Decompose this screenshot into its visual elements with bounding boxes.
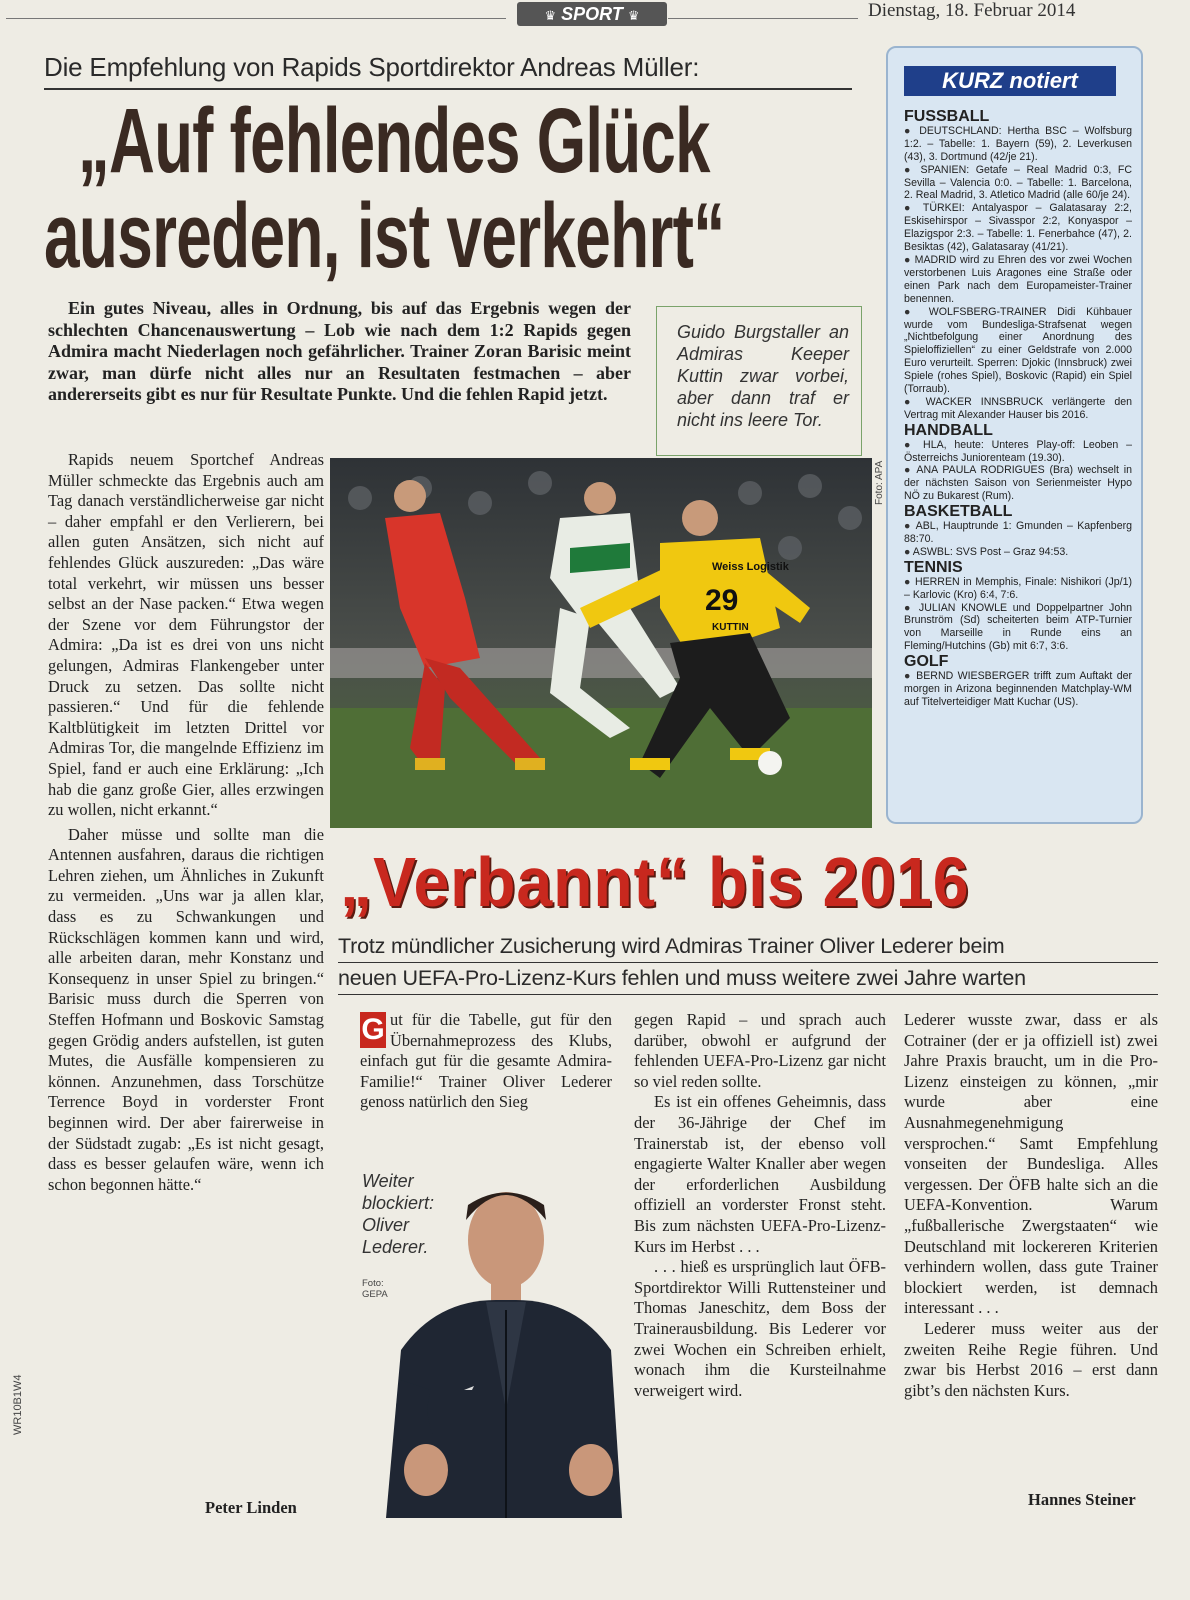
sidebar-section-heading: HANDBALL: [904, 421, 993, 439]
sidebar-item: [904, 202, 1132, 254]
sidebar-item-text: HERREN in Memphis, Finale: Nishikori (Jp/1) – Karlovic (Kro) 6:4, 7:6.: [904, 575, 1133, 601]
article1-paragraph-1: Rapids neuem Sportchef Andreas Müller schmeckte das Ergebnis auch am Tag danach verständlicherweise gar nicht – daher empfahl er den Verlierern, bei allen guten Ansätzen, sich nicht auf fehlendes Glück auszureden: „Das wäre total verkehrt, wir müssen uns besser selbst an der Nase packen.“ Etwa wegen der Szene vor dem Führungstor der Admira: „Da ist es drei von uns nicht gelungen, Admiras Flankengeber unter Druck zu setzen. Das sollte nicht passieren.“ Und für die fehlende Kaltblütigkeit im letzten Drittel vor Admiras Tor, die mangelnde Effizienz im Spiel, fand er auch eine Erklärung: „Ich hab die ganz große Gier, alles erzwingen zu wollen, nicht erkannt.“: [48, 450, 324, 820]
bullet-icon: ●: [904, 253, 915, 266]
article2-subhead-1: Trotz mündlicher Zusicherung wird Admiras Trainer Oliver Lederer beim: [338, 934, 1005, 958]
bullet-icon: ●: [904, 438, 924, 451]
sidebar-item: [904, 306, 1132, 396]
bullet-icon: ●: [904, 545, 913, 558]
sidebar-item: [904, 464, 1132, 503]
sidebar-item-text: ANA PAULA RODRIGUES (Bra) wechselt in der nächsten Saison von Serienmeister Hypo NÖ zu Bukarest (Rum).: [904, 464, 1132, 503]
sidebar-item-text: DEUTSCHLAND: Hertha BSC – Wolfsburg 1:2. – Tabelle: 1. Bayern (59), 2. Leverkusen (43), 3. Dortmund (42/je 21).: [904, 124, 1133, 163]
sidebar-item: [904, 670, 1132, 709]
sidebar-item-text: WACKER INNSBRUCK verlängerte den Vertrag mit Alexander Hauser bis 2016.: [904, 395, 1132, 421]
match-photo-art: [330, 458, 872, 828]
bullet-icon: ●: [904, 305, 929, 318]
jersey-name: KUTTIN: [712, 622, 749, 633]
section-name: SPORT: [561, 4, 623, 24]
bullet-icon: ●: [904, 395, 926, 408]
article2-column-1: [360, 1010, 612, 1113]
sidebar-item-text: ABL, Hauptrunde 1: Gmunden – Kapfenberg 88:70.: [904, 520, 1133, 545]
bullet-icon: ●: [904, 163, 921, 176]
photo-caption-box: [656, 306, 862, 456]
article2-col3-p2: Lederer muss weiter aus der zweiten Reihe Regie führen. Und zwar bis Herbst 2016 – erst dann gibt’s den nächsten Kurs.: [904, 1318, 1158, 1400]
coach-caption: Weiter blockiert: Oliver Lederer.: [362, 1171, 435, 1257]
bullet-icon: ●: [904, 520, 916, 533]
header-rule: [6, 18, 506, 19]
sidebar-item-text: HLA, heute: Unteres Play-off: Leoben – Österreichs Juniorenteam (19.30).: [904, 438, 1133, 464]
sidebar-section-heading: GOLF: [904, 653, 949, 671]
issue-date: Dienstag, 18. Februar 2014: [868, 0, 1076, 21]
match-photo: [330, 458, 872, 828]
bullet-icon: ●: [904, 202, 923, 215]
article2-column-2: [634, 1010, 886, 1401]
article1-paragraph-2: Daher müsse und sollte man die Antennen ausfahren, daraus die richtigen Lehren ziehen, um Ähnliches in Zukunft zu vermeiden. „Uns war ja allen klar, dass es zu Schwankungen und Rückschlägen kommen kann und wird, alle arbeiten daran, mehr Konstanz und Konsequenz in unser Spiel zu bringen.“ Barisic muss durch die Sperren von Steffen Hofmann und Boskovic Samstag gegen Grödig anders aufstellen, ist guten Mutes, die Ausfälle kompensieren zu können. Anzunehmen, dass Torschütze Terrence Boyd in vorderster Front beginnen wird. Der aber fairerweise in der Südstadt zugab: „Es ist nicht gesagt, dass es besser gelaufen wäre, wenn ich schon begonnen hätte.“: [48, 824, 324, 1194]
article2-subhead-2: neuen UEFA-Pro-Lizenz-Kurs fehlen und muss weitere zwei Jahre warten: [338, 966, 1026, 990]
sidebar-item: [904, 602, 1132, 654]
bullet-icon: ●: [904, 124, 920, 137]
subhead-rule-2: [338, 994, 1158, 995]
sidebar-item-text: JULIAN KNOWLE und Doppelpartner John Brunström (Sd) scheiterten beim ATP-Turnier von Marseille in Runde eins an Fleming/Hutchins (Gb) mit 6:7, 3:6.: [904, 601, 1132, 653]
sidebar-item-text: SPANIEN: Getafe – Real Madrid 0:3, FC Sevilla – Valencia 0:0. – Tabelle: 1. Barcelona, 2. Real Madrid, 3. Atletico Madrid (alle 60/je 24).: [904, 163, 1132, 202]
sidebar-section-heading: TENNIS: [904, 558, 963, 576]
headline-line-1: „Auf fehlendes Glück: [78, 90, 710, 192]
photo-caption: Guido Burgstaller an Admiras Keeper Kuttin zwar vorbei, aber dann traf er nicht ins leere Tor.: [677, 322, 849, 430]
dropcap: G: [361, 1013, 385, 1046]
sidebar-item: [904, 396, 1132, 422]
sidebar-item: [904, 164, 1132, 203]
article2-col2-p2: Es ist ein offenes Geheimnis, dass der 36-Jährige der Chef im Trainerstab ist, der ebenso voll engagierte Walter Knaller aber wegen der erforderlichen Ausbildung offiziell an vorderster Fronst steht. Bis zum nächsten UEFA-Pro-Lizenz-Kurs im Herbst . . .: [634, 1092, 886, 1256]
sidebar-item-text: MADRID wird zu Ehren des vor zwei Wochen verstorbenen Luis Aragones eine Straße oder einen Park nach dem Europameister-Trainer benennen.: [904, 253, 1133, 305]
article2-headline: „Verbannt“ bis 2016: [340, 843, 970, 921]
article-lead: Ein gutes Niveau, alles in Ordnung, bis auf das Ergebnis wegen der schlechten Chancenauswertung – Lob wie nach dem 1:2 Rapids gegen Admira macht Niederlagen noch gefährlicher. Trainer Zoran Barisic meint zwar, man dürfe nicht alles nur an Resultaten festmachen – aber andererseits gibt es nur für Resultate Punkte. Und die fehlen Rapid jetzt.: [48, 298, 631, 405]
sidebar-item: [904, 576, 1132, 602]
section-label: [517, 2, 667, 26]
sidebar-item: [904, 125, 1132, 164]
article2-author: Hannes Steiner: [1028, 1490, 1136, 1509]
photo-credit-apa: Foto: APA: [874, 460, 885, 505]
article1-body: [48, 450, 324, 1195]
sidebar-item: [904, 439, 1132, 465]
bullet-icon: ●: [904, 601, 919, 614]
article2-col1-text: ut für die Tabelle, gut für den Übernahmeprozess des Klubs, einfach gut für die gesamte Admira-Familie!“ Trainer Oliver Lederer genoss natürlich den Sieg: [360, 1010, 612, 1112]
sidebar-section-heading: BASKETBALL: [904, 503, 1013, 521]
article2-col3-p1: Lederer wusste zwar, dass er als Cotrainer (der er ja offiziell ist) zwei Jahre Praxis braucht, um in die Pro-Lizenz einsteigen zu können, „mir wurde aber eine Ausnahmegenehmigung versprochen.“ Samt Empfehlung vonseiten der Bundesliga. Alles vergessen. Der ÖFB halte sich an die UEFA-Konvention. Warum „fußballerische Zwergstaaten“ wie Deutschland mit lockereren Kriterien verhindern wollen, dass gute Trainer blockiert werden, ist demnach interessant . . .: [904, 1010, 1158, 1318]
sidebar-title: KURZ notiert: [904, 66, 1116, 96]
bullet-icon: ●: [904, 575, 915, 588]
coach-photo-credit: Foto: GEPA: [362, 1278, 388, 1300]
bullet-icon: ●: [904, 464, 917, 477]
jersey-number: 29: [705, 584, 739, 617]
kicker: Die Empfehlung von Rapids Sportdirektor Andreas Müller:: [44, 52, 700, 82]
article2-col2-p1: gegen Rapid – und sprach auch darüber, obwohl er aufgrund der fehlenden UEFA-Pro-Lizenz gar nicht so viel reden sollte.: [634, 1010, 886, 1091]
subhead-rule-1: [338, 962, 1158, 963]
article2-column-3: [904, 1010, 1158, 1401]
sidebar-content: [904, 108, 1132, 709]
headline-line-2: ausreden, ist verkehrt“: [44, 185, 725, 287]
sidebar-item-text: WOLFSBERG-TRAINER Didi Kühbauer wurde vom Bundesliga-Strafsenat wegen „Nichtbefolgung einer Anordnung des Spieloffiziellen“ zu einer Geldstrafe von 2.000 Euro verurteilt. Sperren: Djokic (Innsbruck) zwei Spiele (rohes Spiel), Boskovic (Rapid) ein Spiel (Torraub).: [904, 305, 1133, 396]
page-header: [0, 0, 1190, 26]
header-rule-right: [668, 18, 858, 19]
bullet-icon: ●: [904, 670, 917, 683]
crown-icon: ♛: [544, 8, 557, 23]
sidebar-item-text: TÜRKEI: Antalyaspor – Galatasaray 2:2, Eskisehirspor – Sivasspor 2:2, Konyaspor – Elazigspor 2:3. – Tabelle: 1. Fenerbahce (47), 2. Besiktas (42), Galatasaray (41/21).: [904, 202, 1132, 254]
sidebar-item-text: ASWBL: SVS Post – Graz 94:53.: [912, 545, 1069, 558]
crown-icon: ♛: [627, 8, 640, 23]
sidebar-item: [904, 546, 1132, 559]
sidebar-item: [904, 254, 1132, 306]
sidebar-item: [904, 520, 1132, 546]
article1-author: Peter Linden: [205, 1498, 297, 1517]
sidebar-item-text: BERND WIESBERGER trifft zum Auftakt der morgen in Arizona beginnenden Matchplay-WM auf Titelverteidiger Matt Kuchar (US).: [904, 670, 1133, 708]
article2-col2-p3: . . . hieß es ursprünglich laut ÖFB-Sportdirektor Willi Ruttensteiner und Thomas Janeschitz, dem Boss der Trainerausbildung. Bis Lederer vor zwei Wochen ein Schreiben erhielt, wonach ihm die Kursteilnahme verweigert wird.: [634, 1257, 886, 1400]
sidebar-section-heading: FUSSBALL: [904, 108, 990, 125]
margin-code: WR10B1W4: [12, 1374, 24, 1435]
jersey-sponsor: Weiss Logistik: [712, 561, 789, 573]
sidebar-box: [886, 46, 1143, 824]
